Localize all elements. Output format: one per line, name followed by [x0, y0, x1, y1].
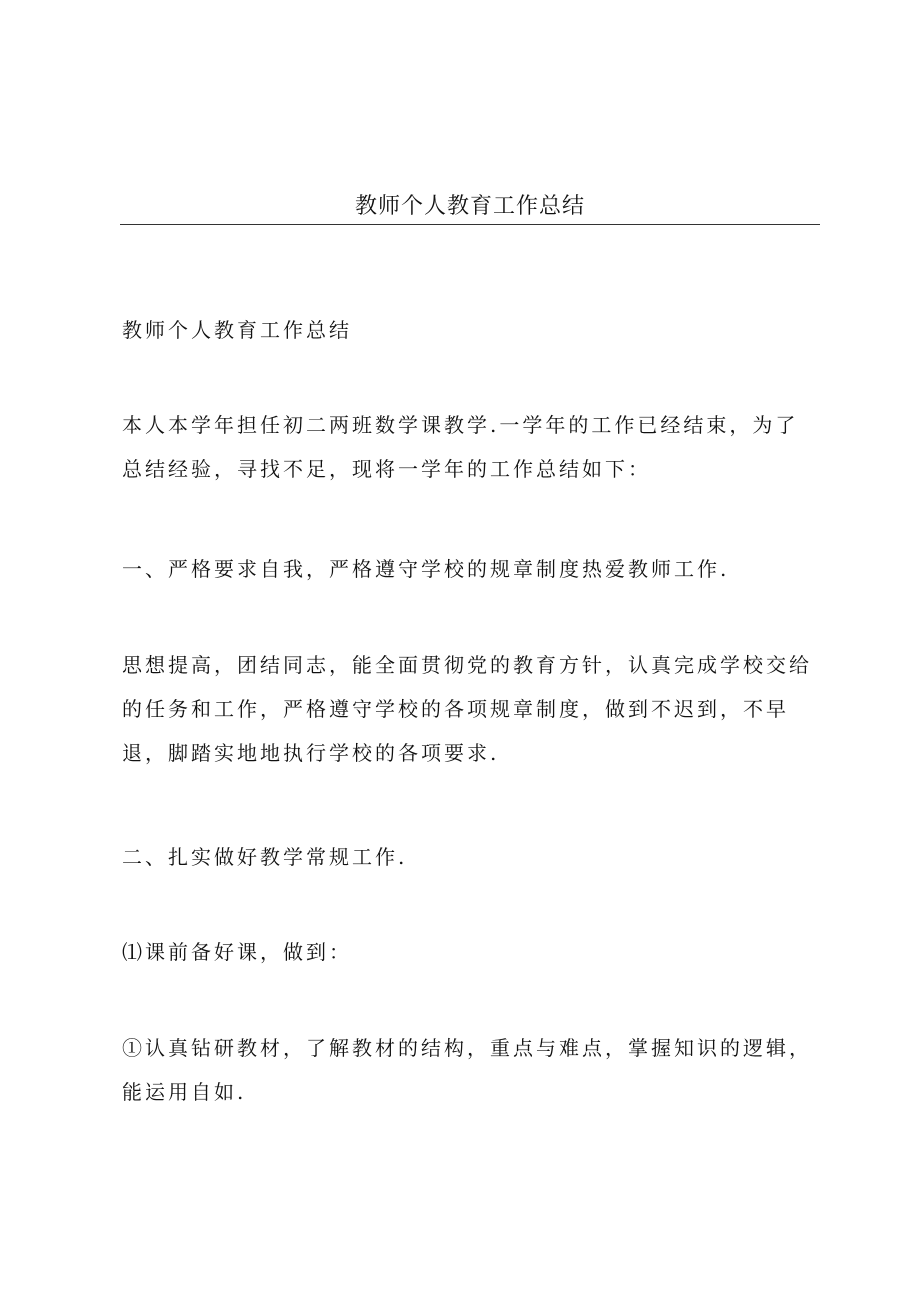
paragraph-line: 的任务和工作，严格遵守学校的各项规章制度，做到不迟到，不早	[122, 697, 789, 721]
body-paragraph	[122, 643, 822, 775]
section-heading-2	[122, 835, 822, 879]
document-heading	[122, 308, 822, 352]
paragraph-line: ①认真钻研教材，了解教材的结构，重点与难点，掌握知识的逻辑，	[122, 1036, 812, 1060]
paragraph-line: 思想提高，团结同志，能全面贯彻党的教育方针，认真完成学校交给	[122, 653, 812, 677]
paragraph-line: 教师个人教育工作总结	[122, 318, 352, 342]
page-header	[120, 188, 820, 225]
paragraph-line: 二、扎实做好教学常规工作.	[122, 845, 408, 869]
paragraph-line: 退，脚踏实地地执行学校的各项要求.	[122, 741, 500, 765]
paragraph-line: 总结经验，寻找不足，现将一学年的工作总结如下：	[122, 457, 651, 481]
paragraph-line: 一、严格要求自我，严格遵守学校的规章制度热爱教师工作.	[122, 557, 730, 581]
paragraph-line: ⑴课前备好课，做到：	[122, 940, 352, 964]
list-item	[122, 1026, 822, 1114]
intro-paragraph	[122, 403, 822, 491]
sub-heading	[122, 930, 822, 974]
paragraph-line: 本人本学年担任初二两班数学课教学.一学年的工作已经结束，为了	[122, 413, 799, 437]
paragraph-line: 能运用自如.	[122, 1080, 247, 1104]
page-title: 教师个人教育工作总结	[354, 194, 585, 219]
section-heading-1	[122, 547, 822, 591]
